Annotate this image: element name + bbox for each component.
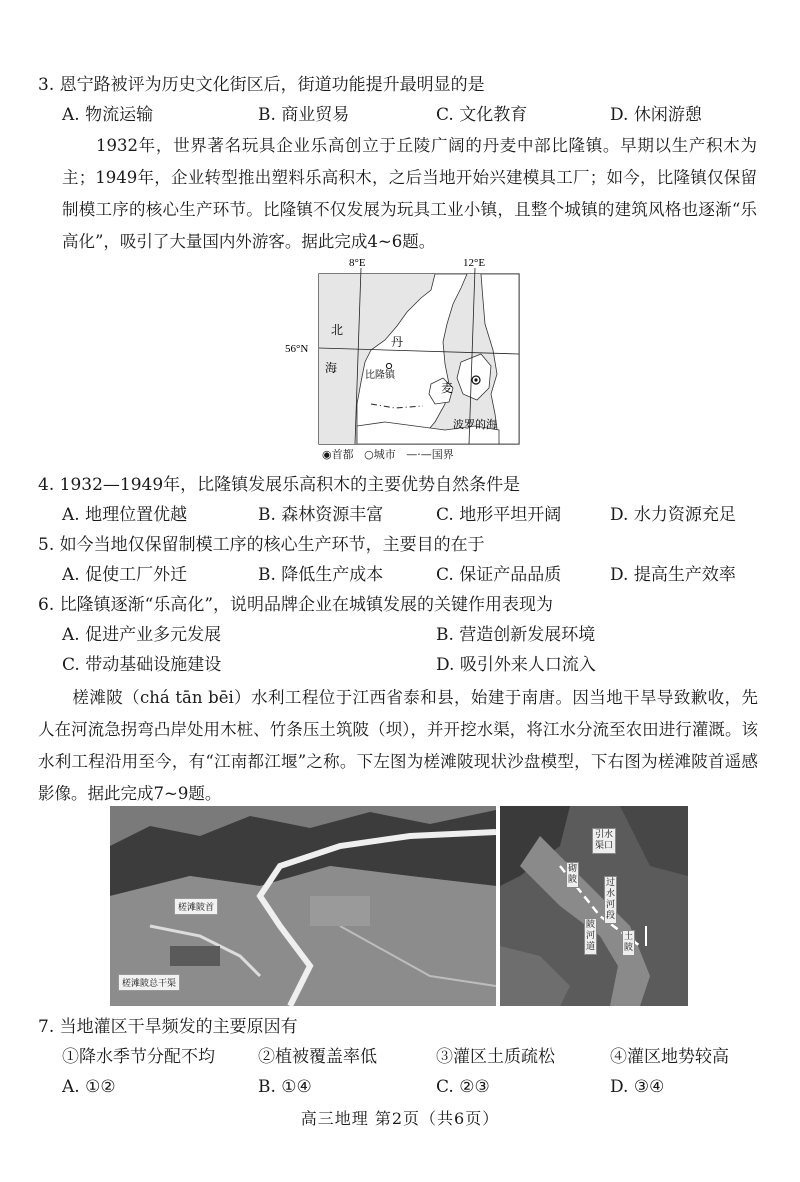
q5-option-b[interactable]: B. 降低生产成本 [258,565,384,585]
map-legend [322,446,454,462]
label-north-sea-1: 北 [331,323,344,337]
label-guoshui-1: 过 [605,878,615,888]
label-beihedao-2: 河 [585,931,595,941]
q5-option-a[interactable]: A. 促使工厂外迁 [62,565,188,585]
passage-chatanbei-text: 槎滩陂（chá tān bēi）水利工程位于江西省泰和县，始建于南唐。因当地干旱导致歉收，先人在河流急拐弯凸岸处用木桩、竹条压土筑陂（坝），并开挖水渠，将江水分流至农田进行灌溉。该水利工程沿用至今，有“江南都江堰”之称。下左图为槎滩陂现状沙盘模型，下右图为槎滩陂首遥感影像。据此完成7~9题。 [38,688,758,803]
sand-table-photo [110,806,496,1006]
label-tubei-2: 陂 [623,943,633,953]
label-beihedao-1: 陂 [585,920,595,930]
q7-option-d[interactable]: D. ③④ [610,1077,665,1097]
lat-label-56n: 56°N [285,343,309,355]
lon-label-12e: 12°E [463,257,486,269]
remote-sensing-photo [500,806,688,1006]
label-intake [592,828,616,854]
label-guoshui-2: 水 [605,889,615,899]
q4-stem: 4. 1932—1949年，比隆镇发展乐高积木的主要优势自然条件是 [38,475,521,495]
denmark-map [285,254,525,466]
q7-item-2: ②植被覆盖率低 [258,1047,377,1067]
q6-option-d[interactable]: D. 吸引外来人口流入 [436,655,596,675]
legend-city: ○城市 [364,448,396,461]
q3-option-a[interactable]: A. 物流运输 [62,105,154,125]
q7-option-b[interactable]: B. ①④ [258,1077,312,1097]
q3-option-d[interactable]: D. 休闲游憩 [610,105,702,125]
q4-option-a[interactable]: A. 地理位置优越 [62,505,188,525]
label-billund: 比隆镇 [365,370,395,381]
q6-stem: 6. 比隆镇逐渐“乐高化”，说明品牌企业在城镇发展的关键作用表现为 [38,595,554,615]
label-tubei [622,930,635,956]
label-qibei-2: 陂 [567,875,577,885]
q7-item-3: ③灌区土质疏松 [436,1047,555,1067]
legend-border: —·—国界 [406,448,454,461]
q6-option-c[interactable]: C. 带动基础设施建设 [62,655,222,675]
label-denmark-1: 丹 [391,335,404,349]
label-intake-1: 引水 [594,830,613,840]
q4-option-c[interactable]: C. 地形平坦开阔 [436,505,562,525]
label-north-sea-2: 海 [325,361,338,375]
lon-label-8e: 8°E [349,257,366,269]
label-beihedao [584,918,597,955]
label-guoshui-4: 段 [605,911,615,921]
q5-stem: 5. 如今当地仅保留制模工序的核心生产环节，主要目的在于 [38,535,485,555]
legend-capital: ◉首都 [322,448,354,461]
billund-marker [386,363,391,368]
q4-option-d[interactable]: D. 水力资源充足 [610,505,736,525]
label-qibei [566,862,579,888]
q3-stem: 3. 恩宁路被评为历史文化街区后，街道功能提升最明显的是 [38,75,485,95]
q7-option-c[interactable]: C. ②③ [436,1077,490,1097]
label-chatanbei-head: 槎滩陂首 [174,898,218,915]
label-chatanbei-canal: 槎滩陂总干渠 [118,974,180,991]
label-qibei-1: 砌 [567,864,577,874]
page-footer: 高三地理 第2页（共6页） [300,1109,500,1128]
label-baltic: 波罗的海 [453,418,497,431]
label-guoshui-3: 河 [605,900,615,910]
q7-item-4: ④灌区地势较高 [610,1047,729,1067]
label-tubei-1: 土 [623,932,633,942]
q5-option-d[interactable]: D. 提高生产效率 [610,565,736,585]
passage-chatanbei [38,682,758,810]
q7-stem: 7. 当地灌区干旱频发的主要原因有 [38,1017,298,1037]
q4-option-b[interactable]: B. 森林资源丰富 [258,505,384,525]
label-intake-2: 渠口 [594,841,613,851]
label-denmark-2: 麦 [441,381,454,395]
q3-option-b[interactable]: B. 商业贸易 [258,105,350,125]
passage-lego-text: 1932年，世界著名玩具企业乐高创立于丘陵广阔的丹麦中部比隆镇。早期以生产积木为主；1949年，企业转型推出塑料乐高积木，之后当地开始兴建模具工厂；如今，比隆镇仅保留制模工序的核心生产环节。比隆镇不仅发展为玩具工业小镇，且整个城镇的建筑风格也逐渐“乐高化”，吸引了大量国内外游客。据此完成4~6题。 [62,136,757,251]
passage-lego [62,130,757,258]
q7-option-a[interactable]: A. ①② [62,1077,116,1097]
q6-option-a[interactable]: A. 促进产业多元发展 [62,625,222,645]
q5-option-c[interactable]: C. 保证产品品质 [436,565,562,585]
q6-option-b[interactable]: B. 营造创新发展环境 [436,625,596,645]
label-guoshui [604,876,617,924]
label-beihedao-3: 道 [585,942,595,952]
q7-item-1: ①降水季节分配不均 [62,1047,215,1067]
q3-option-c[interactable]: C. 文化教育 [436,105,528,125]
